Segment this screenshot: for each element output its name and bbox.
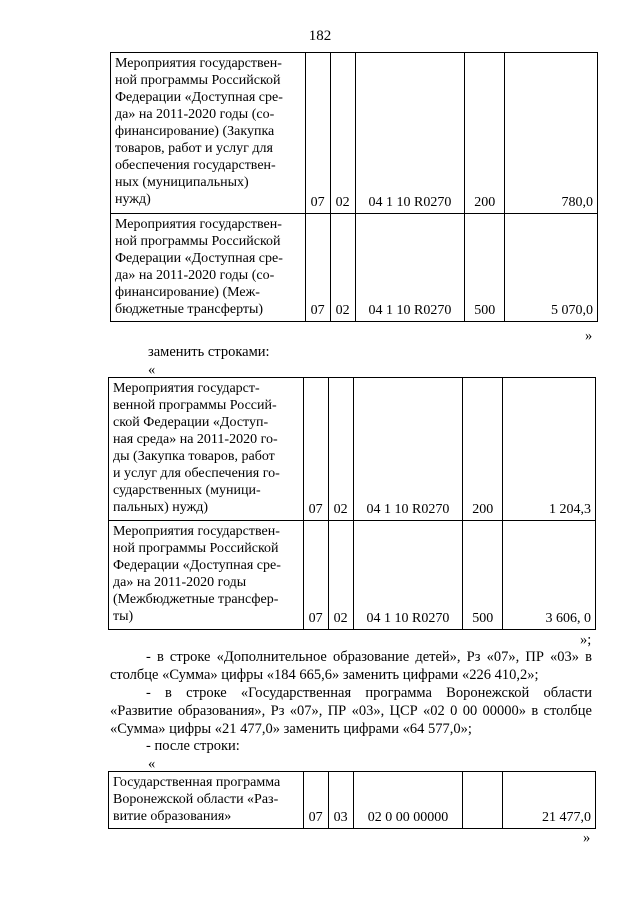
- row-name-line: да» на 2011-2020 годы (со-: [115, 268, 275, 283]
- pr-cell: 03: [328, 772, 353, 829]
- paragraph-text: - в строке «Дополнительное образование детей», Рз «07», ПР «03» в столбце «Сумма» цифры «184 665,6» заменить цифрами «226 410,2»;: [110, 649, 592, 683]
- rz-cell: 07: [303, 521, 328, 630]
- table-row: [109, 378, 596, 521]
- row-name-line: Воронежской области «Раз-: [113, 792, 279, 807]
- sum-cell: 21 477,0: [503, 772, 596, 829]
- csr-cell: 04 1 10 R0270: [355, 53, 465, 214]
- row-name-line: ных (муниципальных): [115, 175, 249, 190]
- row-name-line: и услуг для обеспечения го-: [113, 466, 280, 481]
- replace-instruction: заменить строками:: [148, 344, 270, 360]
- table-row: [109, 772, 596, 829]
- row-name-line: Федерации «Доступная сре-: [113, 558, 281, 573]
- amendment-paragraph: [110, 648, 592, 684]
- csr-cell: 04 1 10 R0270: [353, 521, 463, 630]
- row-name-line: ная среда» на 2011-2020 го-: [113, 432, 278, 447]
- row-name-line: венной программы Россий-: [113, 398, 277, 413]
- rz-cell: 07: [303, 378, 328, 521]
- row-name-line: ной программы Российской: [115, 73, 281, 88]
- sum-cell: 1 204,3: [503, 378, 596, 521]
- pr-cell: 02: [330, 214, 355, 322]
- row-name-line: ды (Закупка товаров, работ: [113, 449, 275, 464]
- table-row: [111, 214, 598, 322]
- row-name-line: Федерации «Доступная сре-: [115, 251, 283, 266]
- table-row: [109, 521, 596, 630]
- row-name-line: ты): [113, 609, 134, 624]
- row-name-line: Мероприятия государст-: [113, 381, 260, 396]
- row-name-line: Мероприятия государствен-: [115, 56, 282, 71]
- row-name-line: да» на 2011-2020 годы: [113, 575, 247, 590]
- row-name-line: обеспечения государствен-: [115, 158, 276, 173]
- amendment-paragraph: [110, 684, 592, 738]
- row-name-line: (Межбюджетные трансфер-: [113, 592, 279, 607]
- csr-cell: 04 1 10 R0270: [353, 378, 463, 521]
- pr-cell: 02: [330, 53, 355, 214]
- row-name-line: бюджетные трансферты): [115, 302, 264, 317]
- row-name-line: товаров, работ и услуг для: [115, 141, 273, 156]
- opening-quote: «: [148, 362, 156, 378]
- row-name-line: сударственных (муници-: [113, 483, 261, 498]
- vr-cell: 500: [465, 214, 505, 322]
- row-name-line: пальных) нужд): [113, 500, 209, 515]
- table-row: [111, 53, 598, 214]
- budget-table-new-rows: [108, 377, 596, 630]
- rz-cell: 07: [305, 214, 330, 322]
- row-name-line: да» на 2011-2020 годы (со-: [115, 107, 275, 122]
- csr-cell: 02 0 00 00000: [353, 772, 463, 829]
- row-name-line: финансирование) (Закупка: [115, 124, 275, 139]
- row-name-cell: [111, 214, 306, 322]
- csr-cell: 04 1 10 R0270: [355, 214, 465, 322]
- budget-table-old-rows: [110, 52, 598, 322]
- row-name-line: витие образования»: [113, 809, 232, 824]
- row-name-line: Мероприятия государствен-: [115, 217, 282, 232]
- closing-quote: »: [583, 830, 591, 846]
- rz-cell: 07: [303, 772, 328, 829]
- budget-table-program-row: [108, 771, 596, 829]
- vr-cell: [463, 772, 503, 829]
- row-name-line: нужд): [115, 192, 151, 207]
- vr-cell: 200: [463, 378, 503, 521]
- row-name-line: ной программы Российской: [113, 541, 279, 556]
- vr-cell: 200: [465, 53, 505, 214]
- row-name-line: ной программы Российской: [115, 234, 281, 249]
- row-name-line: Мероприятия государствен-: [113, 524, 280, 539]
- pr-cell: 02: [328, 378, 353, 521]
- sum-cell: 5 070,0: [505, 214, 598, 322]
- row-name-line: Государственная программа: [113, 775, 281, 790]
- sum-cell: 780,0: [505, 53, 598, 214]
- row-name-line: ской Федерации «Доступ-: [113, 415, 269, 430]
- page-number: 182: [308, 28, 332, 44]
- row-name-cell: [109, 521, 304, 630]
- row-name-cell: [109, 378, 304, 521]
- closing-quote: »;: [580, 632, 592, 648]
- sum-cell: 3 606, 0: [503, 521, 596, 630]
- row-name-line: Федерации «Доступная сре-: [115, 90, 283, 105]
- row-name-line: финансирование) (Меж-: [115, 285, 260, 300]
- after-line-instruction: - после строки:: [146, 738, 240, 754]
- row-name-cell: [111, 53, 306, 214]
- paragraph-text: - в строке «Государственная программа Воронежской области «Развитие образования», Рз «07», ПР «03», ЦСР «02 0 00 00000» в столбце «Сумма» цифры «21 477,0» заменить цифрами «64 577,0»;: [110, 685, 592, 737]
- row-name-cell: [109, 772, 304, 829]
- closing-quote: »: [585, 328, 593, 344]
- rz-cell: 07: [305, 53, 330, 214]
- vr-cell: 500: [463, 521, 503, 630]
- pr-cell: 02: [328, 521, 353, 630]
- opening-quote: «: [148, 756, 156, 772]
